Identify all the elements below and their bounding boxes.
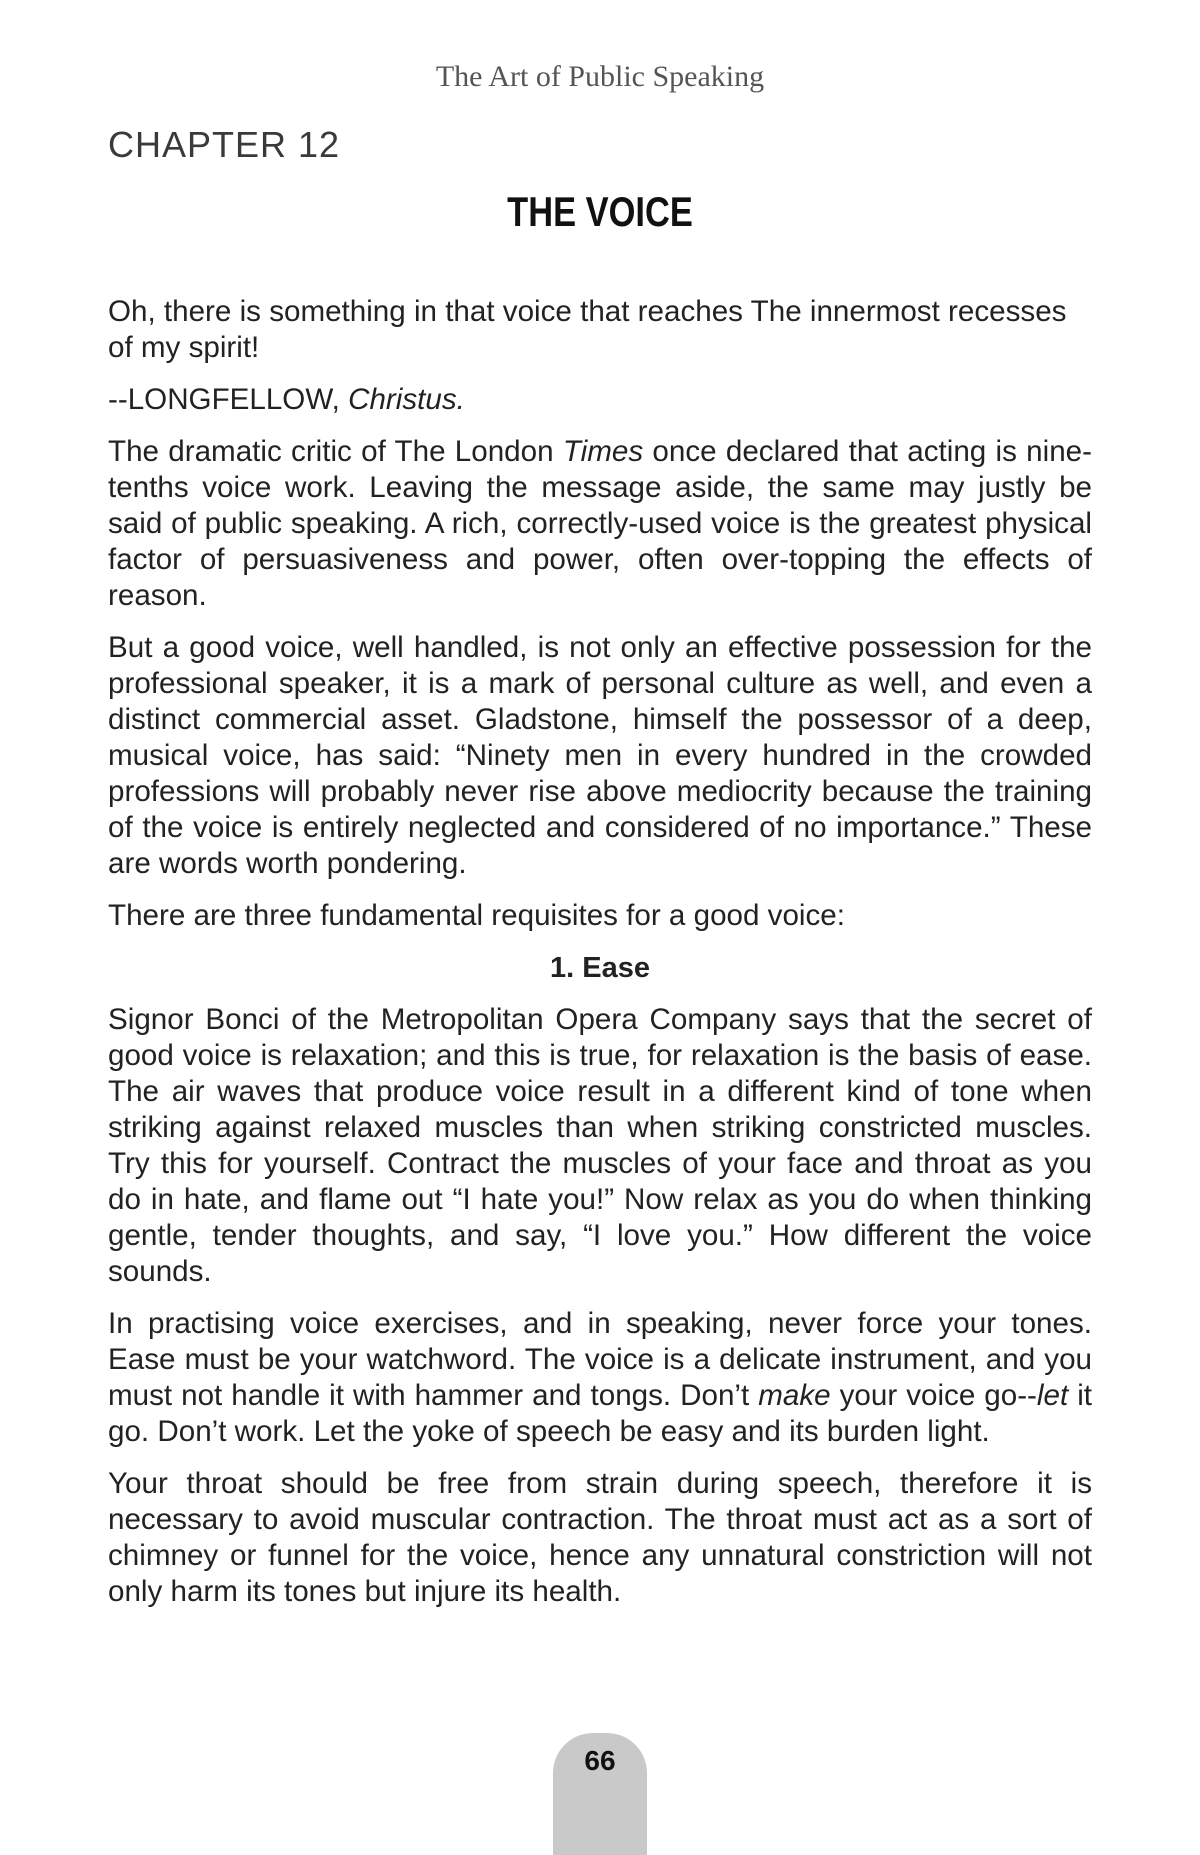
- paragraph-1-italic: Times: [562, 435, 644, 468]
- attribution-author: --LONGFELLOW,: [108, 383, 349, 416]
- chapter-label: CHAPTER 12: [108, 124, 341, 165]
- epigraph-quote: Oh, there is something in that voice that reaches The innermost recesses of my spirit!: [108, 295, 1067, 364]
- paragraph-6: Your throat should be free from strain during speech, therefore it is necessary to avoid muscular contraction. The throat must act as a sort of chimney or funnel for the voice, hence any unnatural constriction will not only harm its tones but injure its health.: [108, 1467, 1092, 1608]
- paragraph-5: [108, 1306, 1092, 1450]
- paragraph-5-text-e: it go. Don’t work. Let the yoke of speech be easy and its burden light.: [108, 1379, 1092, 1448]
- chapter-body: [108, 294, 1092, 1626]
- paragraph-1-text-c: once declared that acting is nine-tenths voice work. Leaving the message aside, the same may justly be said of public speaking. A rich, correctly-used voice is the greatest physical factor of persuasiveness and power, often over-topping the effects of reason.: [108, 435, 1092, 612]
- paragraph-5-text-a: In practising voice exercises, and in speaking, never force your tones. Ease must be your watchword. The voice is a delicate instrument, and you must not handle it with hammer and tongs. Don’t: [108, 1307, 1092, 1412]
- paragraph-4: Signor Bonci of the Metropolitan Opera Company says that the secret of good voice is relaxation; and this is true, for relaxation is the basis of ease. The air waves that produce voice result in a different kind of tone when striking against relaxed muscles than when striking constricted muscles. Try this for yourself. Contract the muscles of your face and throat as you do in hate, and flame out “I hate you!” Now relax as you do when thinking gentle, tender thoughts, and say, “I love you.” How different the voice sounds.: [108, 1003, 1092, 1288]
- paragraph-1-text-a: The dramatic critic of The London: [108, 435, 563, 468]
- page-number-tab: [553, 1733, 647, 1855]
- paragraph-5-italic-let: let: [1036, 1379, 1069, 1412]
- paragraph-5-text-c: your voice go--: [830, 1379, 1037, 1412]
- chapter-title: THE VOICE: [507, 188, 693, 235]
- paragraph-3: There are three fundamental requisites for a good voice:: [108, 899, 845, 932]
- section-heading: 1. Ease: [550, 952, 650, 984]
- paragraph-2: But a good voice, well handled, is not only an effective possession for the professional speaker, it is a mark of personal culture as well, and even a distinct commercial asset. Gladstone, himself the possessor of a deep, musical voice, has said: “Ninety men in every hundred in the crowded professions will probably never rise above mediocrity because the training of the voice is entirely neglected and considered of no importance.” These are words worth pondering.: [108, 631, 1092, 880]
- paragraph-5-italic-make: make: [758, 1379, 831, 1412]
- paragraph-1: [108, 434, 1092, 614]
- attribution-work: Christus.: [348, 383, 465, 416]
- epigraph-attribution: [108, 382, 1092, 418]
- running-header: The Art of Public Speaking: [435, 60, 765, 93]
- page-number: 66: [584, 1745, 616, 1776]
